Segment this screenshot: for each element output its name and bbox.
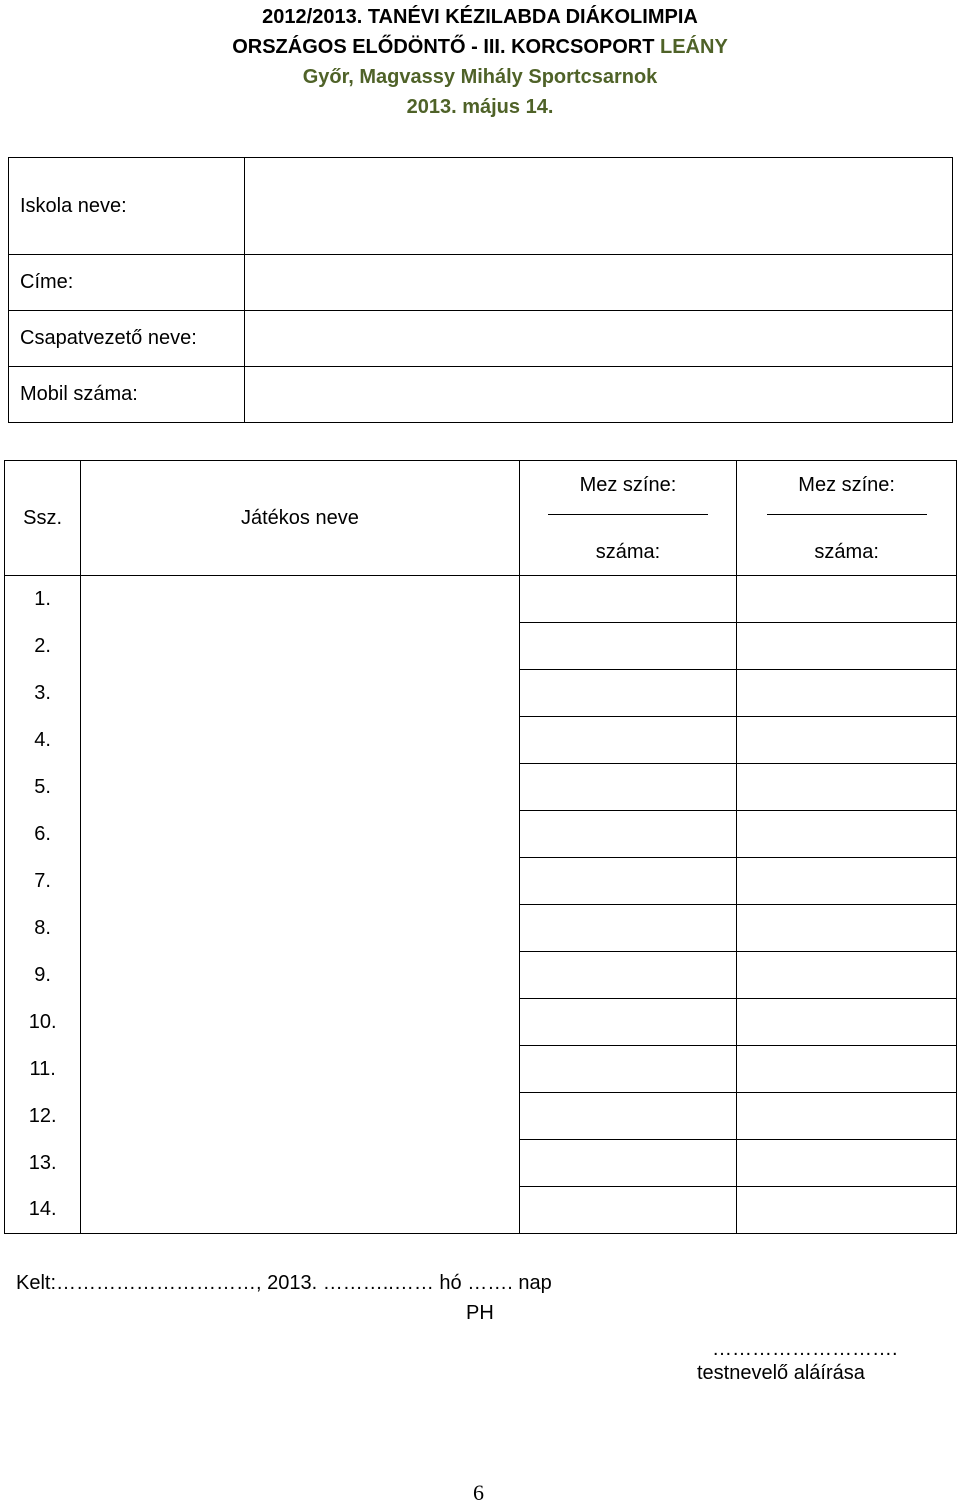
kit-2-color-line[interactable] (767, 502, 927, 515)
kit-1-number-cell[interactable] (519, 999, 737, 1046)
table-row (5, 1187, 957, 1234)
table-row (5, 1140, 957, 1187)
mobile-label: Mobil száma: (9, 367, 245, 423)
kit-2-number-cell[interactable] (737, 999, 957, 1046)
kit-1-number-cell[interactable] (519, 905, 737, 952)
signature-dots: ………………………. (712, 1338, 898, 1360)
player-name-cell[interactable] (81, 623, 519, 670)
player-name-cell[interactable] (81, 1093, 519, 1140)
kit-1-number-cell[interactable] (519, 670, 737, 717)
signature-label: testnevelő aláírása (697, 1362, 865, 1384)
col-header-number: Ssz. (5, 461, 81, 576)
kit-2-number-cell[interactable] (737, 670, 957, 717)
kit-1-number-cell[interactable] (519, 576, 737, 623)
row-number: 13. (5, 1140, 81, 1187)
school-info-table (8, 157, 953, 423)
kit-2-number-cell[interactable] (737, 1046, 957, 1093)
date-line: 2013. május 14. (406, 96, 554, 118)
table-row (5, 858, 957, 905)
title-line-1: 2012/2013. TANÉVI KÉZILABDA DIÁKOLIMPIA (262, 6, 698, 28)
player-name-cell[interactable] (81, 999, 519, 1046)
team-leader-field[interactable] (245, 311, 953, 367)
kit-2-number-label: száma: (814, 540, 879, 563)
player-name-cell[interactable] (81, 1187, 519, 1234)
row-number: 10. (5, 999, 81, 1046)
table-row (5, 905, 957, 952)
table-row (5, 952, 957, 999)
school-name-field[interactable] (245, 158, 953, 255)
kit-2-number-cell[interactable] (737, 1187, 957, 1234)
player-name-cell[interactable] (81, 717, 519, 764)
table-row (5, 1093, 957, 1140)
kit-2-number-cell[interactable] (737, 623, 957, 670)
player-name-cell[interactable] (81, 811, 519, 858)
player-name-cell[interactable] (81, 576, 519, 623)
kit-1-number-cell[interactable] (519, 1187, 737, 1234)
table-row (5, 764, 957, 811)
row-number: 2. (5, 623, 81, 670)
kit-1-number-cell[interactable] (519, 764, 737, 811)
table-row (5, 811, 957, 858)
address-field[interactable] (245, 255, 953, 311)
table-row (5, 1046, 957, 1093)
kit-2-number-cell[interactable] (737, 858, 957, 905)
date-signature-line: Kelt:…………………………, 2013. ………..…… hó ……. nap (16, 1272, 552, 1294)
player-name-cell[interactable] (81, 1140, 519, 1187)
kit-1-number-cell[interactable] (519, 1093, 737, 1140)
table-row (5, 623, 957, 670)
player-name-cell[interactable] (81, 858, 519, 905)
player-name-cell[interactable] (81, 1046, 519, 1093)
row-number: 1. (5, 576, 81, 623)
kit-1-number-cell[interactable] (519, 1046, 737, 1093)
player-name-cell[interactable] (81, 952, 519, 999)
kit-1-number-cell[interactable] (519, 952, 737, 999)
team-leader-label: Csapatvezető neve: (9, 311, 245, 367)
school-name-label: Iskola neve: (9, 158, 245, 255)
col-header-kit-1 (519, 461, 737, 576)
document-header (0, 2, 960, 122)
kit-2-number-cell[interactable] (737, 576, 957, 623)
kit-2-number-cell[interactable] (737, 717, 957, 764)
kit-2-number-cell[interactable] (737, 764, 957, 811)
player-name-cell[interactable] (81, 905, 519, 952)
kit-2-number-cell[interactable] (737, 905, 957, 952)
ph-stamp-label: PH (466, 1302, 494, 1324)
col-header-kit-2 (737, 461, 957, 576)
roster-table (4, 460, 957, 1234)
mobile-field[interactable] (245, 367, 953, 423)
row-number: 9. (5, 952, 81, 999)
kit-1-color-line[interactable] (548, 502, 708, 515)
kit-2-number-cell[interactable] (737, 1093, 957, 1140)
kit-1-number-cell[interactable] (519, 858, 737, 905)
title-line-2-text: ORSZÁGOS ELŐDÖNTŐ - III. KORCSOPORT (232, 36, 660, 58)
player-name-cell[interactable] (81, 764, 519, 811)
table-row (5, 999, 957, 1046)
kit-1-number-cell[interactable] (519, 623, 737, 670)
kit-2-color-label: Mez színe: (798, 473, 895, 496)
col-header-player-name: Játékos neve (81, 461, 519, 576)
row-number: 3. (5, 670, 81, 717)
kit-1-number-label: száma: (595, 540, 661, 563)
kit-1-color-label: Mez színe: (579, 473, 677, 496)
row-number: 11. (5, 1046, 81, 1093)
row-number: 8. (5, 905, 81, 952)
roster-header-row (5, 461, 957, 576)
title-line-2 (0, 32, 960, 62)
row-number: 4. (5, 717, 81, 764)
kit-2-number-cell[interactable] (737, 811, 957, 858)
row-number: 5. (5, 764, 81, 811)
kit-1-number-cell[interactable] (519, 811, 737, 858)
page-number: 6 (473, 1480, 484, 1505)
table-row (5, 576, 957, 623)
row-number: 6. (5, 811, 81, 858)
kit-2-number-cell[interactable] (737, 1140, 957, 1187)
row-number: 14. (5, 1187, 81, 1234)
row-number: 12. (5, 1093, 81, 1140)
kit-2-number-cell[interactable] (737, 952, 957, 999)
kit-1-number-cell[interactable] (519, 1140, 737, 1187)
address-label: Címe: (9, 255, 245, 311)
table-row (5, 670, 957, 717)
player-name-cell[interactable] (81, 670, 519, 717)
title-line-2-category: LEÁNY (660, 36, 728, 58)
venue-line: Győr, Magvassy Mihály Sportcsarnok (302, 66, 658, 88)
kit-1-number-cell[interactable] (519, 717, 737, 764)
table-row (5, 717, 957, 764)
row-number: 7. (5, 858, 81, 905)
